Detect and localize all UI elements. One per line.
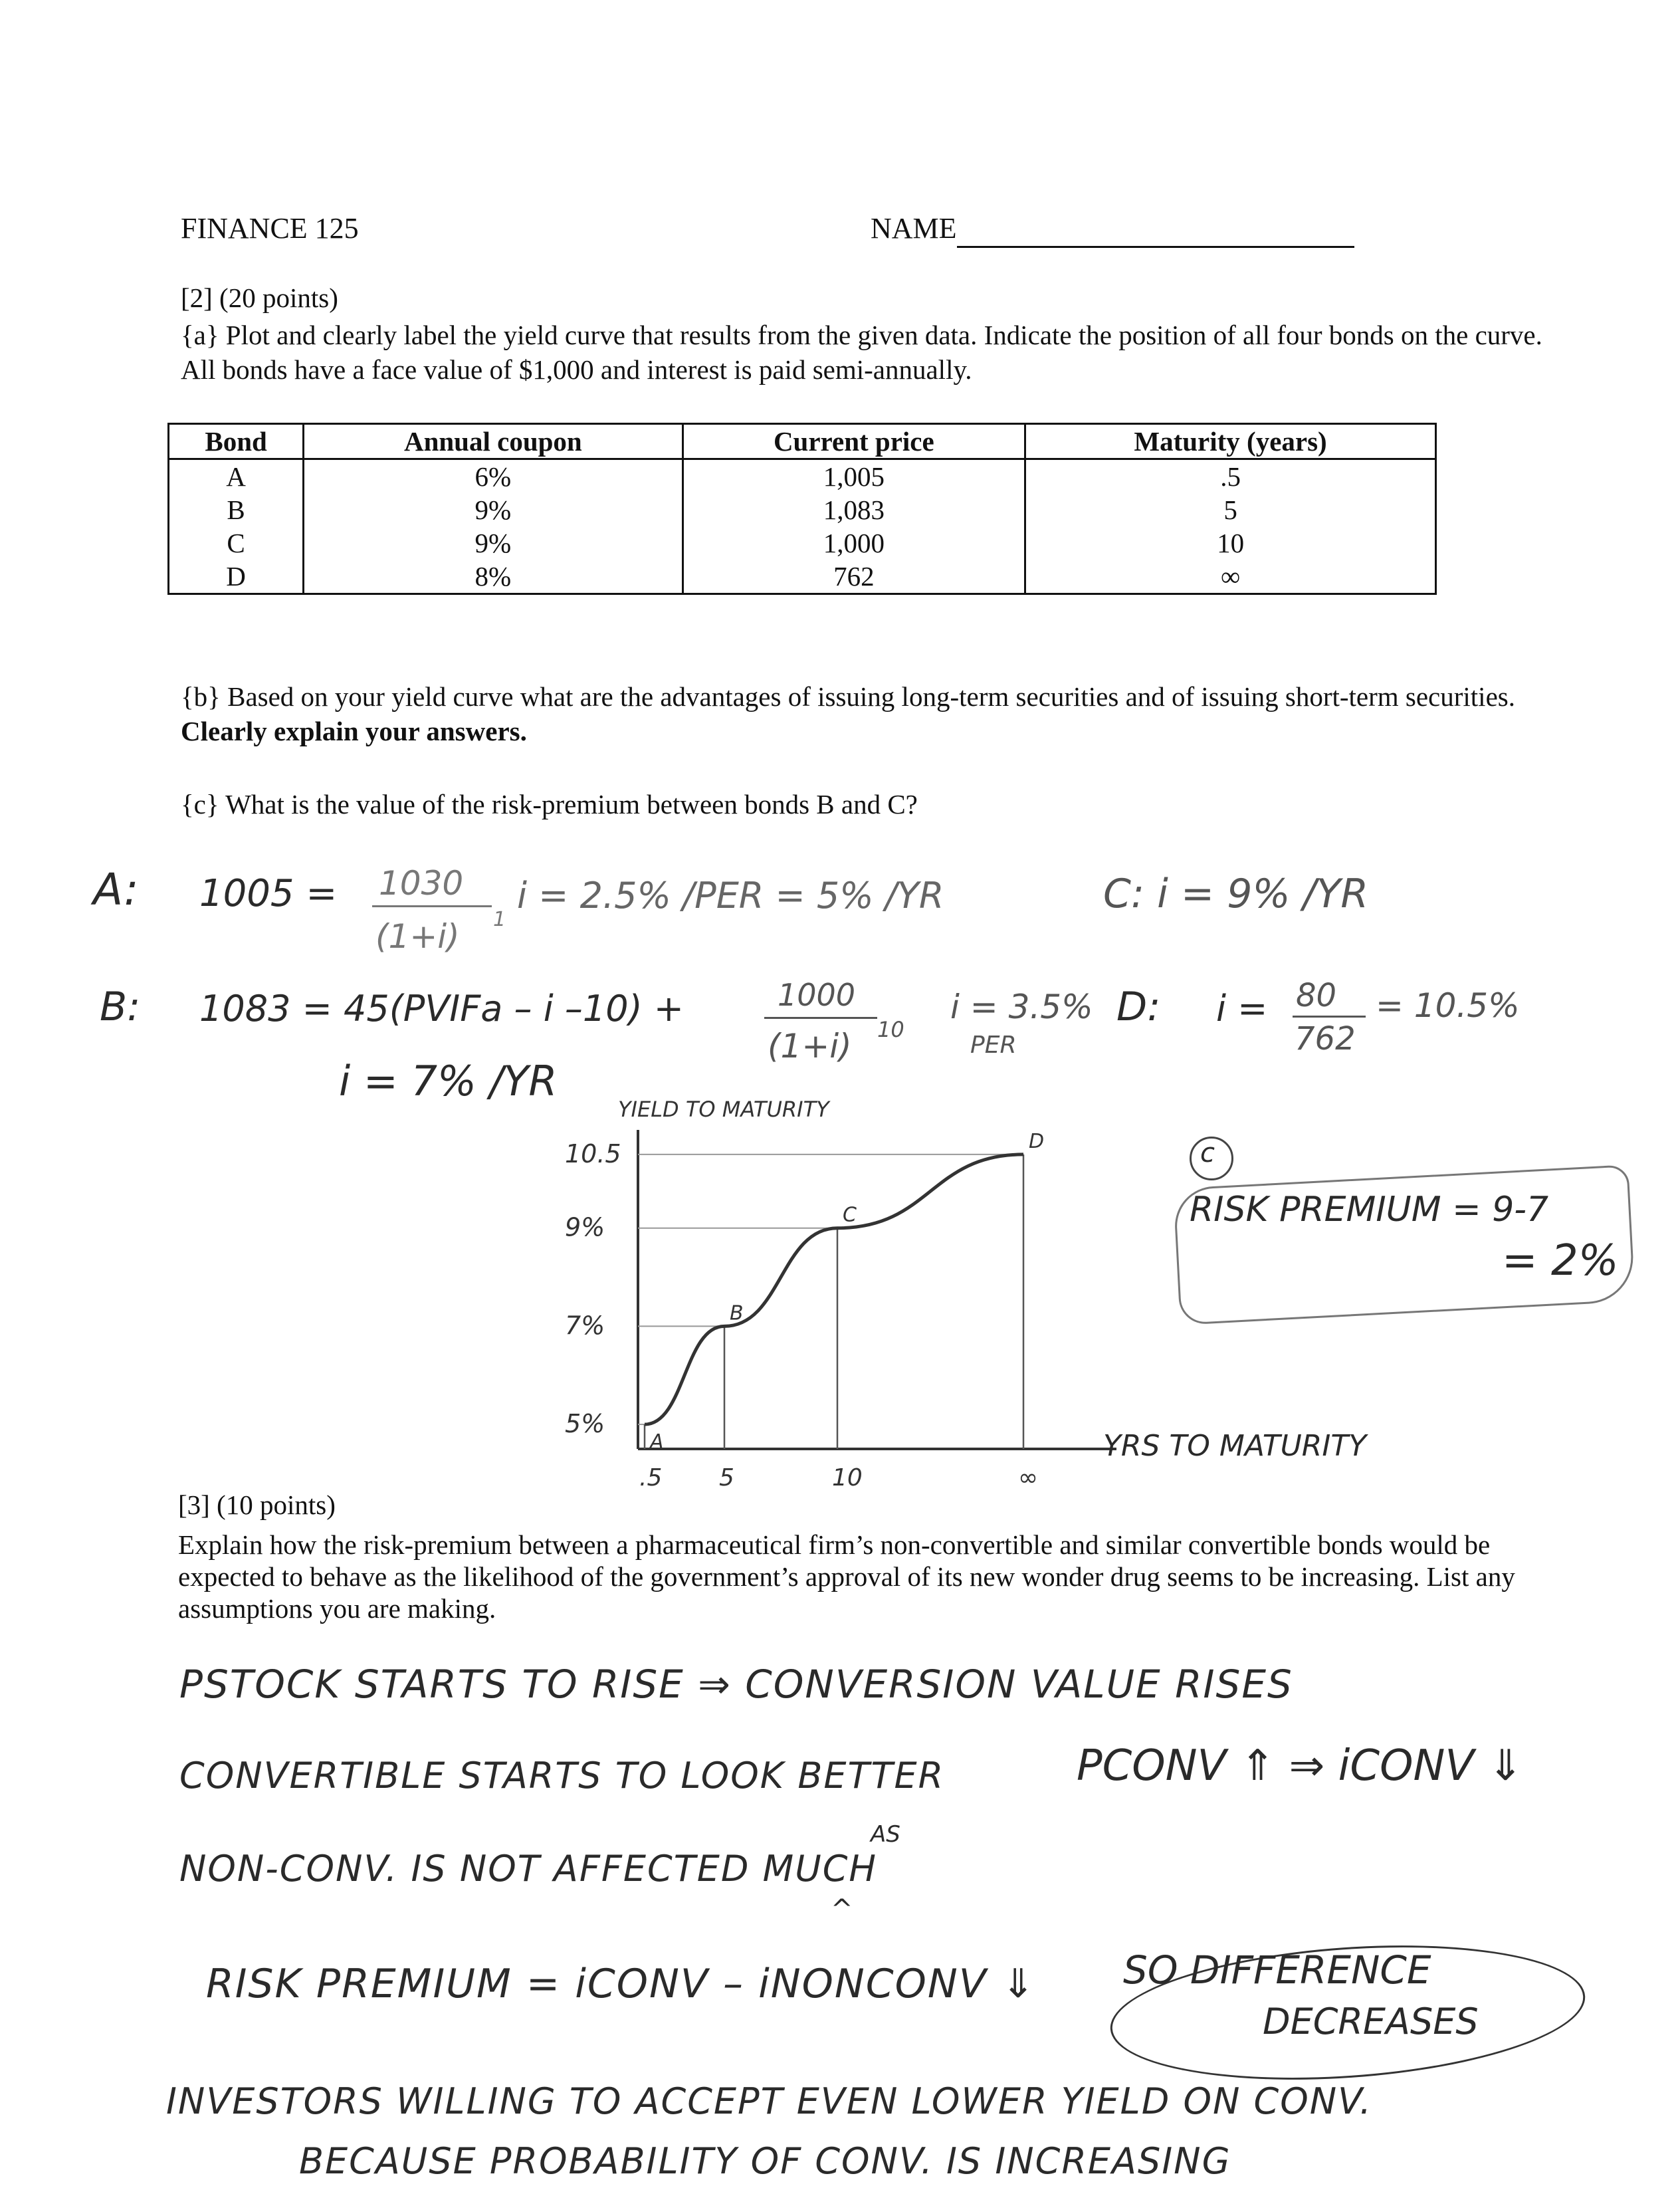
hw-b-label: B: xyxy=(100,984,141,1030)
x-axis-label: YRS TO MATURITY xyxy=(1103,1429,1367,1463)
maturity-cell: 10 xyxy=(1025,526,1436,560)
hw-q3-line1: PSTOCK STARTS TO RISE ⇒ CONVERSION VALUE RISES xyxy=(179,1662,1293,1707)
question-2b-body: {b} Based on your yield curve what are the advantages of issuing long-term securities and of issuing short-term securities. xyxy=(181,681,1515,712)
hw-risk-premium-line2: = 2% xyxy=(1502,1236,1619,1285)
y-tick-label: 9% xyxy=(565,1212,605,1242)
name-label: NAME xyxy=(871,212,957,245)
x-tick-label: .5 xyxy=(639,1464,663,1491)
price-cell: 1,005 xyxy=(682,459,1025,494)
hw-q3-line4: RISK PREMIUM = iCONV – iNONCONV ⇓ xyxy=(206,1961,1037,2007)
y-tick-label: 5% xyxy=(565,1409,605,1439)
maturity-cell: .5 xyxy=(1025,459,1436,494)
yield-curve-line xyxy=(645,1154,1023,1424)
question-2b-text xyxy=(181,679,1563,748)
hw-a-equation: 1005 = xyxy=(199,872,338,915)
hw-d-result: = 10.5% xyxy=(1376,986,1520,1025)
bond-cell: B xyxy=(169,493,304,526)
question-3-text: Explain how the risk-premium between a pharmaceutical firm’s non-convertible and similar convertible bonds would be expected to behave as the likelihood of the government’s approval of its new wonder drug seems to be increasing. List any assumptions you are making. xyxy=(178,1529,1515,1624)
hw-a-result: i = 2.5% /PER = 5% /YR xyxy=(517,875,944,917)
col-header-maturity: Maturity (years) xyxy=(1025,424,1436,459)
hw-a-denominator: (1+i) xyxy=(375,917,460,956)
col-header-coupon: Annual coupon xyxy=(304,424,682,459)
col-header-bond: Bond xyxy=(169,424,304,459)
hw-risk-premium-line1: RISK PREMIUM = 9-7 xyxy=(1190,1190,1549,1230)
bond-table-header-row xyxy=(169,424,1436,459)
hw-a-numerator: 1030 xyxy=(379,864,464,903)
bond-point-label: B xyxy=(730,1301,744,1325)
hw-b-result: i = 3.5% xyxy=(950,988,1093,1026)
chart-gridlines xyxy=(638,1154,1023,1449)
hw-d-numerator: 80 xyxy=(1296,977,1337,1014)
hw-q3-caret: ^ xyxy=(831,1894,853,1925)
hw-d-denominator: 762 xyxy=(1295,1020,1356,1057)
question-3-heading: [3] (10 points) xyxy=(178,1489,336,1520)
question-2a-text: {a} Plot and clearly label the yield curve that results from the given data. Indicate the position of all four bonds on the curve. All bonds have a face value of $1,000 and interest is paid semi-annually. xyxy=(181,320,1542,385)
price-cell: 1,083 xyxy=(682,493,1025,526)
hw-a-exponent: 1 xyxy=(493,908,506,931)
bond-point-label: C xyxy=(843,1203,857,1227)
y-tick-label: 7% xyxy=(565,1311,605,1341)
coupon-cell: 9% xyxy=(304,526,682,560)
y-axis-label: YIELD TO MATURITY xyxy=(618,1097,829,1122)
name-blank-line xyxy=(957,246,1354,248)
yield-curve xyxy=(645,1154,1023,1424)
question-2c-text: {c} What is the value of the risk-premium between bonds B and C? xyxy=(181,789,918,820)
bond-table xyxy=(167,423,1437,595)
maturity-cell: 5 xyxy=(1025,493,1436,526)
hw-b-equation: 1083 = 45(PVIFa – i –10) + xyxy=(199,988,684,1030)
bond-point-label: A xyxy=(650,1430,664,1454)
x-tick-label: 10 xyxy=(832,1464,863,1491)
x-tick-label: 5 xyxy=(719,1464,734,1491)
table-row xyxy=(169,560,1436,594)
coupon-cell: 8% xyxy=(304,560,682,594)
hw-b-denominator: (1+i) xyxy=(768,1027,852,1065)
price-cell: 762 xyxy=(682,560,1025,594)
hw-b-numerator: 1000 xyxy=(778,977,856,1013)
col-header-price: Current price xyxy=(682,424,1025,459)
chart-axes xyxy=(638,1130,1116,1449)
bond-point-label: D xyxy=(1029,1129,1045,1153)
hw-q3-line6: BECAUSE PROBABILITY OF CONV. IS INCREASING xyxy=(299,2140,1231,2182)
question-2-heading: [2] (20 points) xyxy=(181,282,338,313)
table-row xyxy=(169,493,1436,526)
course-title: FINANCE 125 xyxy=(181,212,359,245)
hw-q3-decreases: DECREASES xyxy=(1263,2001,1479,2042)
table-row xyxy=(169,526,1436,560)
hw-part-c-label: c xyxy=(1200,1138,1215,1168)
hw-c-result: C: i = 9% /YR xyxy=(1103,871,1369,917)
hw-b-exponent: 10 xyxy=(877,1017,904,1042)
table-row xyxy=(169,459,1436,494)
hw-d-fraction-bar xyxy=(1293,1016,1366,1018)
price-cell: 1,000 xyxy=(682,526,1025,560)
bond-cell: A xyxy=(169,459,304,494)
hw-q3-line5: INVESTORS WILLING TO ACCEPT EVEN LOWER YIELD ON CONV. xyxy=(166,2080,1373,2122)
maturity-cell: ∞ xyxy=(1025,560,1436,594)
hw-q3-pconv: PCONV ⇑ ⇒ iCONV ⇓ xyxy=(1077,1741,1524,1791)
hw-d-label: D: xyxy=(1116,984,1161,1030)
hw-b-annual: i = 7% /YR xyxy=(339,1057,558,1105)
hw-q3-so: SO DIFFERENCE xyxy=(1123,1947,1431,1993)
bond-cell: D xyxy=(169,560,304,594)
question-2b-emphasis: Clearly explain your answers. xyxy=(181,716,527,746)
y-tick-label: 10.5 xyxy=(565,1139,621,1168)
coupon-cell: 9% xyxy=(304,493,682,526)
hw-q3-line2: CONVERTIBLE STARTS TO LOOK BETTER xyxy=(179,1755,945,1797)
hw-q3-line3: NON-CONV. IS NOT AFFECTED MUCH xyxy=(179,1848,878,1890)
hw-d-equation: i = xyxy=(1216,988,1268,1030)
hw-q3-as: AS xyxy=(871,1821,900,1848)
coupon-cell: 6% xyxy=(304,459,682,494)
hw-b-per: PER xyxy=(970,1032,1017,1059)
hw-a-fraction-bar xyxy=(372,905,492,907)
hw-a-label: A: xyxy=(93,864,139,915)
x-tick-label: ∞ xyxy=(1018,1464,1038,1491)
hw-b-fraction-bar xyxy=(764,1017,877,1019)
bond-cell: C xyxy=(169,526,304,560)
